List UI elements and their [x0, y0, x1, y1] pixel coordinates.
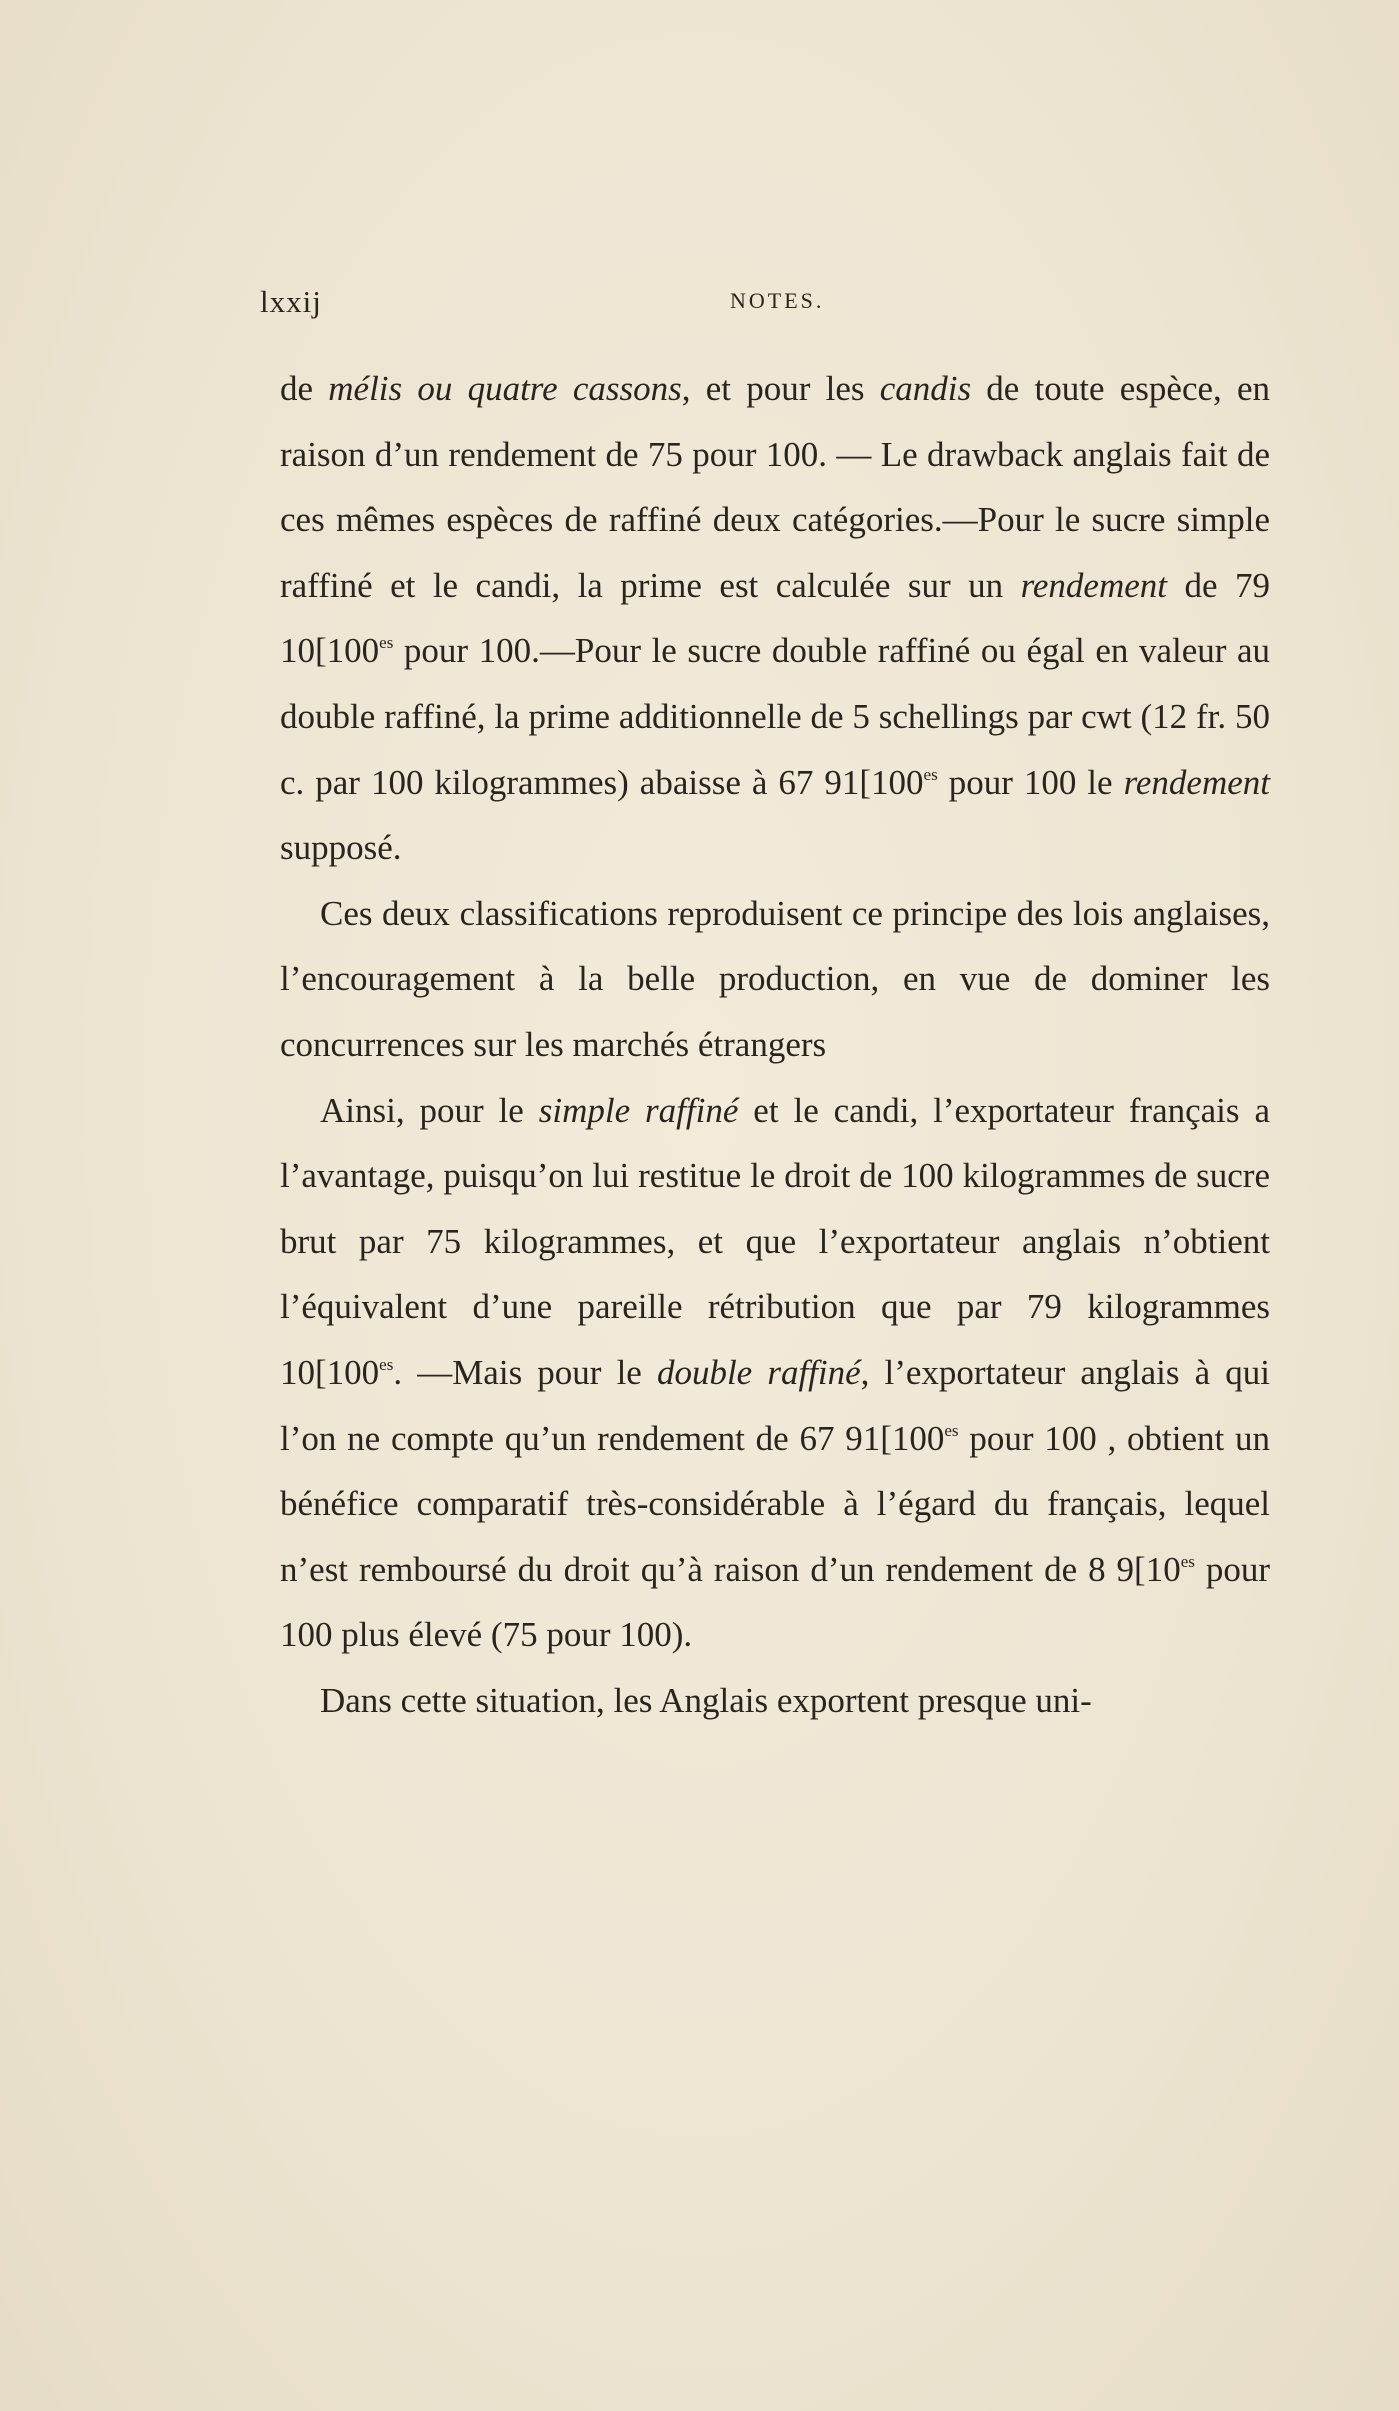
paragraph-text: , et pour les [681, 369, 880, 408]
paragraph-4: Dans cette situation, les Anglais exportent presque uni- [320, 1680, 1092, 1720]
paragraph-text: de toute espèce, en raison d’un rendement de 75 pour 100. — Le drawback anglais fait de ces mêmes espèces de raffiné deux catégories.—Pour le sucre simple raffiné et le candi, la prime est calculée sur un [280, 369, 1271, 605]
paragraph-text: et le candi, l’exportateur français a l’avantage, puisqu’on lui restitue le droit de 100 kilogrammes de sucre brut par 75 kilogrammes, et que l’exportateur anglais n’obtient l’équivalent d’une pareille rétribution que par 79 kilogrammes 10[100 [280, 1090, 1270, 1392]
paragraph-text: pour 100 , obtient un bénéfice comparatif très-considérable à l’égard du français, lequel n’est remboursé du droit qu’à raison d’un rendement de 8 9[10 [280, 1418, 1271, 1589]
italic-term: mélis ou quatre cassons [328, 369, 682, 408]
running-title: NOTES. [730, 288, 825, 313]
paragraph-3 [280, 1078, 1270, 1668]
paragraph-text: . —Mais pour le [393, 1352, 657, 1392]
superscript: es [379, 633, 394, 653]
italic-term: rendement [1020, 565, 1167, 605]
superscript: es [923, 764, 938, 784]
paragraph-text: Ainsi, pour le [320, 1090, 539, 1130]
italic-term: candis [879, 369, 972, 408]
page-header [260, 284, 1283, 324]
paragraph-text: supposé. [280, 828, 402, 868]
italic-term: double raffiné [656, 1352, 861, 1392]
superscript: es [944, 1420, 959, 1440]
paragraph-1 [280, 356, 1270, 881]
page-number: lxxij [260, 284, 322, 319]
paragraph-text: de 79 10[100 [280, 565, 1270, 671]
paragraph-2: Ces deux classifications reproduisent ce principe des lois anglaises, l’encouragement à la belle production, en vue de dominer les concurrences sur les marchés étrangers [280, 893, 1270, 1064]
paragraph-text: pour 100 le [937, 762, 1124, 802]
superscript: es [1180, 1551, 1195, 1571]
body-text [280, 356, 1270, 1733]
italic-term: simple raffiné [538, 1090, 739, 1130]
paragraph-text: pour 100 plus élevé (75 pour 100). [280, 1549, 1271, 1655]
paragraph-text: de [280, 369, 329, 408]
italic-term: rendement [1123, 762, 1270, 802]
paragraph-text: pour 100.—Pour le sucre double raffiné ou égal en valeur au double raffiné, la prime additionnelle de 5 schellings par cwt (12 fr. 50 c. par 100 kilogrammes) abaisse à 67 91[100 [280, 631, 1270, 802]
superscript: es [379, 1354, 394, 1374]
paragraph-text: , l’exportateur anglais à qui l’on ne compte qu’un rendement de 67 91[100 [280, 1352, 1270, 1458]
